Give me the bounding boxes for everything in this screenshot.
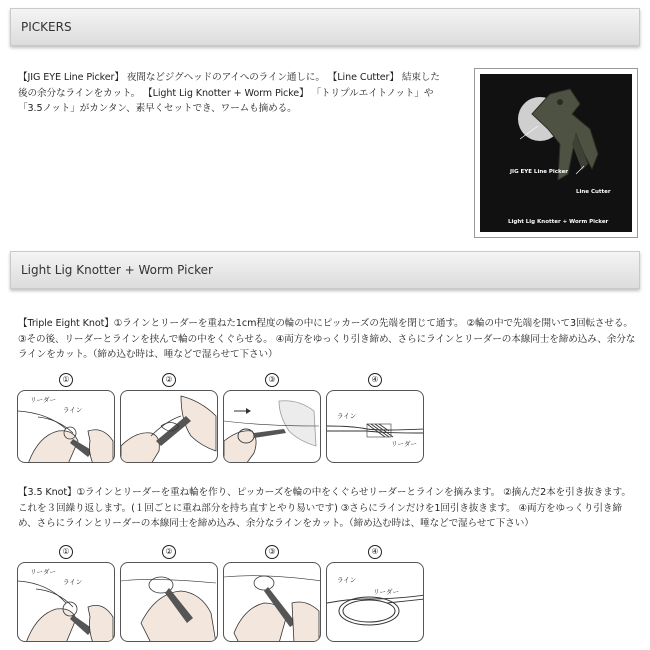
triple-eight-step-3 [223, 390, 321, 463]
pickers-tool-illustration [480, 74, 632, 232]
jig-eye-label: JIG EYE Line Picker [510, 169, 569, 175]
step-4-number-b: ④ [368, 545, 382, 559]
knot35-step-3 [223, 562, 321, 642]
step-1-number-b: ① [59, 545, 73, 559]
pickers-title: PICKERS [21, 20, 72, 34]
step-3-number: ③ [265, 373, 279, 387]
intro-paragraph: 【JIG EYE Line Picker】 夜間などジグヘッドのアイへのライン通しに。 【Line Cutter】 結束した後の余分なラインをカット。 【Light Lig Knotter + Worm Picke】 「トリプルエイトノット」や「3.5ノット」がカンタン、素早くセットでき、ワームも摘める。 [18, 72, 440, 114]
knot35-step-1 [17, 562, 115, 642]
triple-eight-step-4 [326, 390, 424, 463]
leader-label-1b: リーダー [30, 568, 56, 576]
triple-eight-paragraph: 【Triple Eight Knot】①ラインとリーダーを重ねた1cm程度の輪の中にピッカーズの先端を閉じて通す。 ②輪の中で先端を開いて3回転させる。 ③その後、リーダーとラインを挟んで輪の中をくぐらせる。 ④両方をゆっくり引き締め、さらにラインとリーダーの本線同士を締め込み、余分なラインをカット。（締め込む時は、唾などで湿らせて下さい） [18, 318, 636, 360]
knot35-step-2 [120, 562, 218, 642]
knot35-step-4 [326, 562, 424, 642]
line-cutter-label: Line Cutter [576, 189, 611, 195]
triple-eight-step-2 [120, 390, 218, 463]
step-2-number: ② [162, 373, 176, 387]
knotter-label: Light Lig Knotter + Worm Picker [508, 219, 609, 225]
line-label-1a: ライン [63, 406, 83, 414]
step-3-number-b: ③ [265, 545, 279, 559]
product-photo [480, 74, 632, 232]
leader-label-4a: リーダー [391, 440, 417, 448]
line-label-4a: ライン [337, 412, 357, 420]
product-image [474, 68, 638, 238]
triple-eight-step-1 [17, 390, 115, 463]
line-label-4b: ライン [337, 576, 357, 584]
leader-label-1a: リーダー [30, 396, 56, 404]
knot35-paragraph: 【3.5 Knot】①ラインとリーダーを重ね輪を作り、ピッカーズを輪の中をくぐらせリーダーとラインを摘みます。 ②摘んだ2本を引き抜きます。これを３回繰り返します。(１回ごとに重ね部分を持ち直すとやり易いです) ③さらにラインだけを1回引き抜きます。 ④両方をゆっくり引き締め、さらにラインとリーダーの本線同士を締め込み、余分なラインをカット。（締め込む時は、唾などで湿らせて下さい） [18, 487, 631, 529]
knotter-title: Light Lig Knotter + Worm Picker [21, 263, 213, 277]
step-1-number: ① [59, 373, 73, 387]
leader-label-4b: リーダー [373, 588, 399, 596]
line-label-1b: ライン [63, 578, 83, 586]
pickers-section-header [10, 8, 640, 46]
step-2-number-b: ② [162, 545, 176, 559]
step-4-number: ④ [368, 373, 382, 387]
knotter-section-header [10, 251, 640, 289]
